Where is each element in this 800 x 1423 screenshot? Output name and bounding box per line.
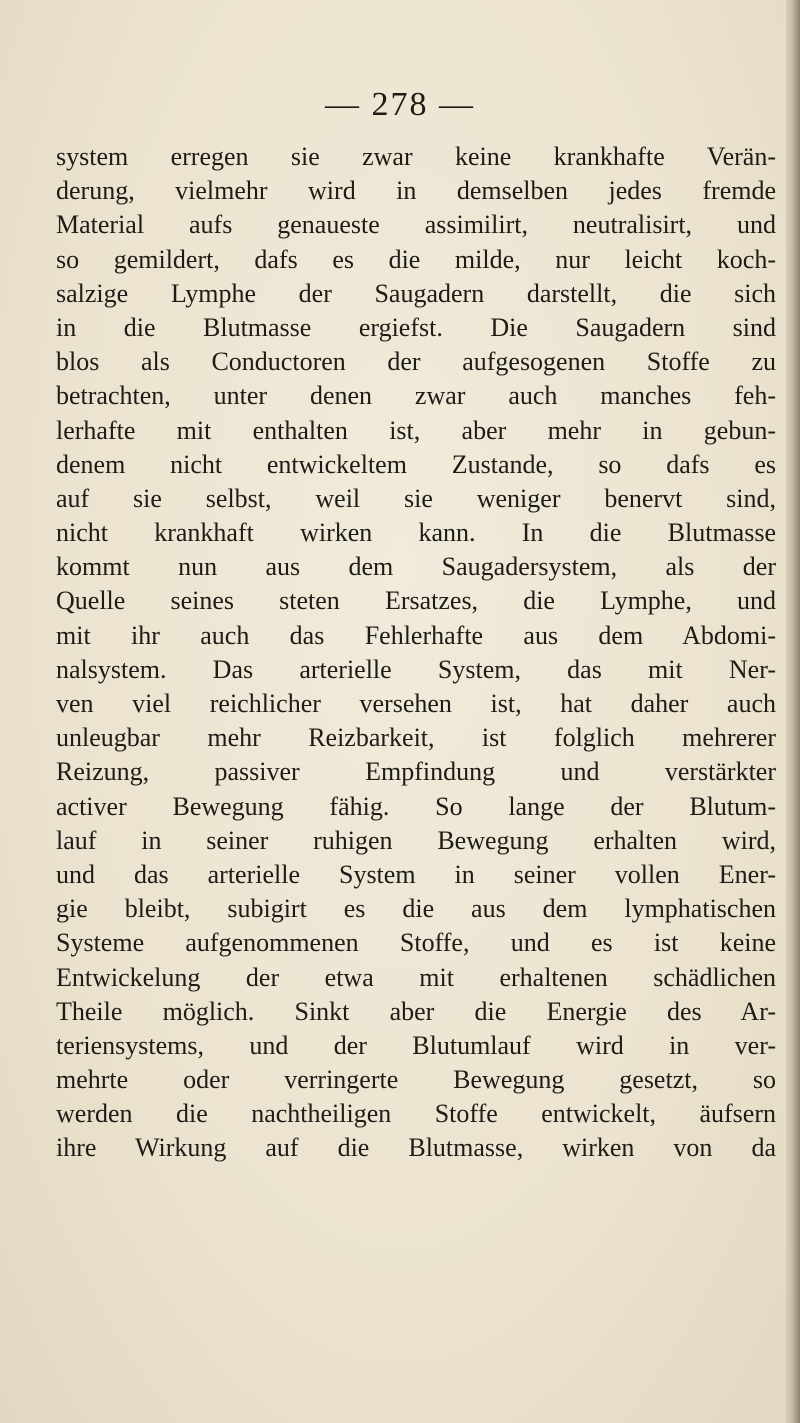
text-line: denem nicht entwickeltem Zustande, so dafs es bbox=[56, 449, 776, 479]
page-gutter-shadow bbox=[786, 0, 800, 1423]
text-line: betrachten, unter denen zwar auch manches feh- bbox=[56, 381, 776, 411]
text-line: teriensystems, und der Blutumlauf wird in ver- bbox=[56, 1030, 776, 1060]
text-line: so gemildert, dafs es die milde, nur leicht koch- bbox=[56, 244, 776, 274]
text-line: und das arterielle System in seiner vollen Ener- bbox=[56, 859, 776, 889]
text-line: Entwickelung der etwa mit erhaltenen schädlichen bbox=[56, 962, 776, 992]
text-line: system erregen sie zwar keine krankhafte Verän- bbox=[56, 142, 776, 171]
text-line: kommt nun aus dem Saugadersystem, als der bbox=[56, 552, 776, 582]
text-line: Quelle seines steten Ersatzes, die Lymphe, und bbox=[56, 586, 776, 616]
text-line: Material aufs genaueste assimilirt, neutralisirt, und bbox=[56, 210, 776, 240]
text-line: nicht krankhaft wirken kann. In die Blutmasse bbox=[56, 518, 776, 548]
text-line: mehrte oder verringerte Bewegung gesetzt, so bbox=[56, 1065, 776, 1095]
text-line: werden die nachtheiligen Stoffe entwickelt, äufsern bbox=[56, 1099, 776, 1129]
text-line: mit ihr auch das Fehlerhafte aus dem Abdomi- bbox=[56, 620, 776, 650]
page-number: — 278 — bbox=[325, 86, 475, 123]
text-line: ven viel reichlicher versehen ist, hat daher auch bbox=[56, 689, 776, 718]
text-line: ihre Wirkung auf die Blutmasse, wirken von da bbox=[56, 1133, 776, 1163]
text-line: blos als Conductoren der aufgesogenen Stoffe zu bbox=[56, 347, 776, 377]
text-line: unleugbar mehr Reizbarkeit, ist folglich mehrerer bbox=[56, 723, 776, 753]
text-line: in die Blutmasse ergiefst. Die Saugadern sind bbox=[56, 312, 776, 342]
text-line: salzige Lymphe der Saugadern darstellt, die sich bbox=[56, 278, 776, 308]
text-line: derung, vielmehr wird in demselben jedes fremde bbox=[56, 176, 776, 206]
text-line: Systeme aufgenommenen Stoffe, und es ist keine bbox=[56, 928, 776, 958]
text-line: auf sie selbst, weil sie weniger benervt sind, bbox=[56, 483, 776, 513]
text-line: Reizung, passiver Empfindung und verstärkter bbox=[56, 757, 776, 787]
text-line: activer Bewegung fähig. So lange der Blutum- bbox=[56, 791, 776, 821]
body-text bbox=[56, 140, 776, 1166]
text-line: lauf in seiner ruhigen Bewegung erhalten wird, bbox=[56, 825, 776, 855]
text-line: gie bleibt, subigirt es die aus dem lymphatischen bbox=[56, 894, 776, 924]
text-line: Theile möglich. Sinkt aber die Energie des Ar- bbox=[56, 996, 776, 1026]
text-line: nalsystem. Das arterielle System, das mit Ner- bbox=[56, 654, 776, 684]
text-line: lerhafte mit enthalten ist, aber mehr in gebun- bbox=[56, 415, 776, 445]
